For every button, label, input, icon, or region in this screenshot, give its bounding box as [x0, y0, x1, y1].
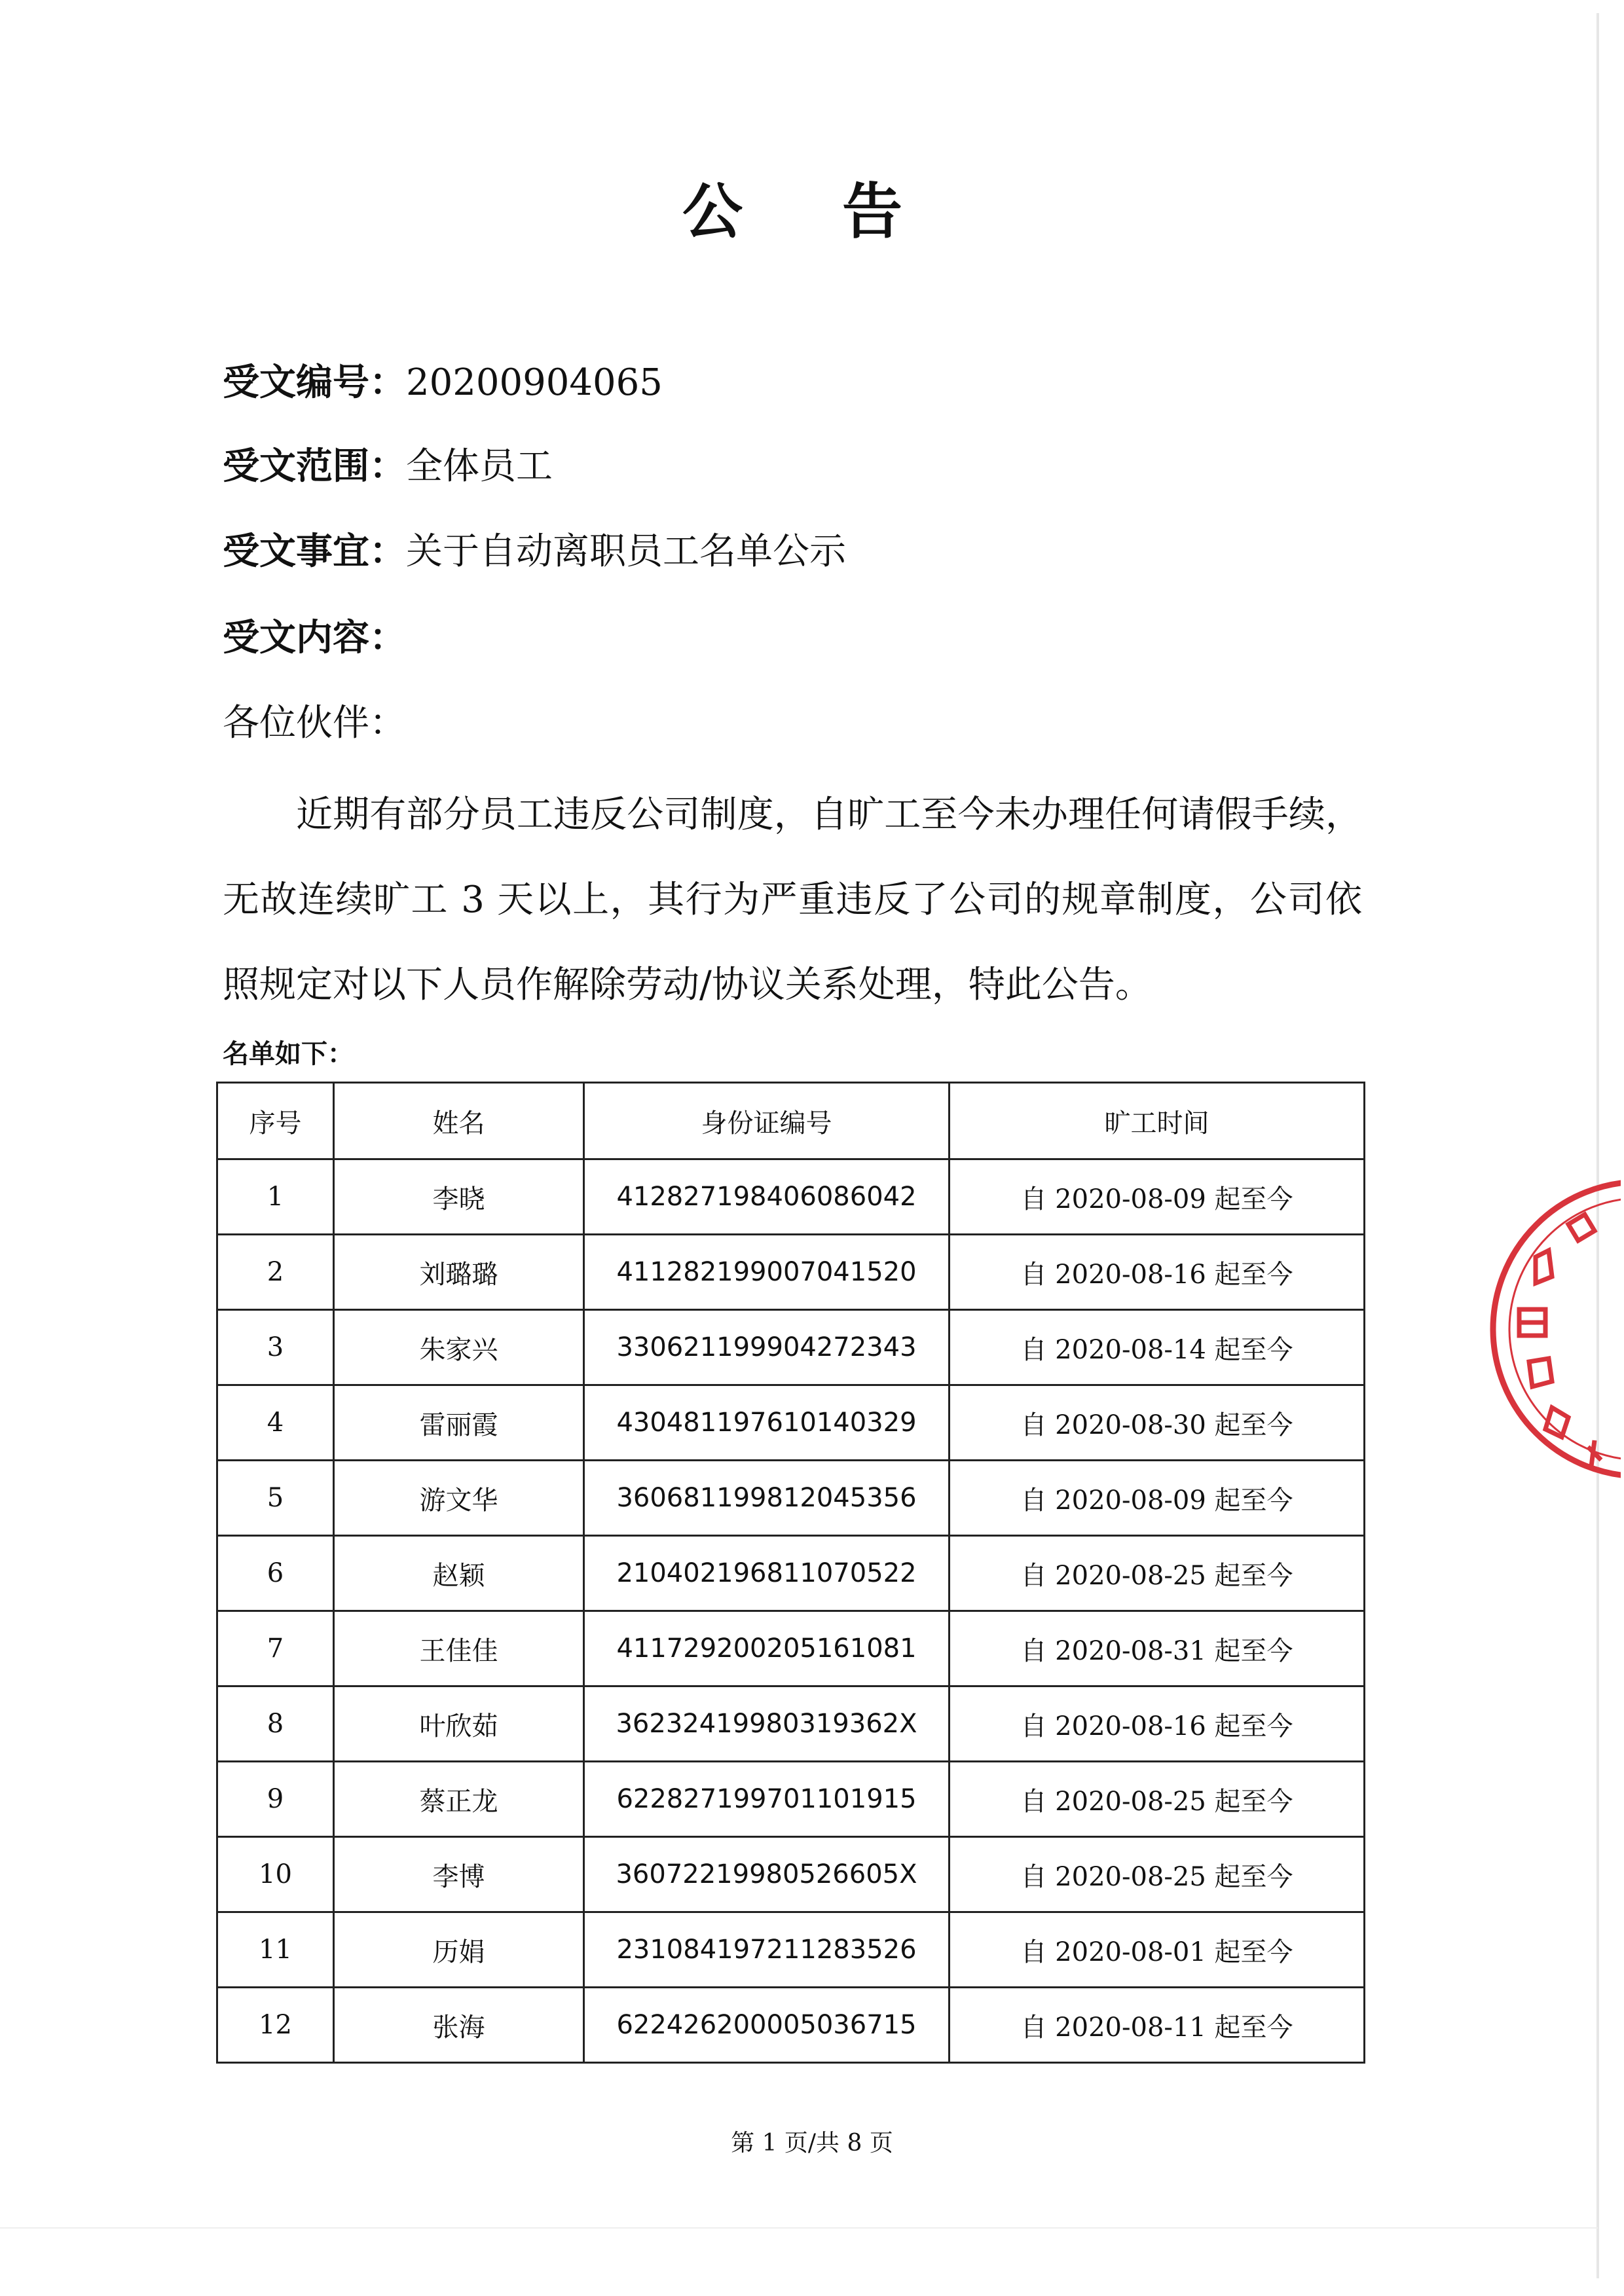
meta-matter-label: 受文事宜：	[223, 530, 406, 573]
cell-id: 36072219980526605X	[584, 1837, 950, 1912]
table-row	[217, 1837, 1365, 1912]
meta-content-label: 受文内容：	[223, 617, 406, 659]
cell-id: 622827199701101915	[584, 1762, 950, 1837]
header-no: 序号	[217, 1083, 334, 1159]
meta-matter-value: 关于自动离职员工名单公示	[406, 530, 846, 573]
cell-no: 1	[217, 1159, 334, 1235]
table-row	[217, 1159, 1365, 1235]
meta-number-value: 20200904065	[406, 361, 663, 404]
header-name: 姓名	[334, 1083, 584, 1159]
list-caption: 名单如下：	[223, 1039, 354, 1069]
cell-id: 622426200005036715	[584, 1988, 950, 2063]
meta-number	[223, 354, 663, 406]
table-row	[217, 1686, 1365, 1762]
cell-no: 5	[217, 1461, 334, 1536]
cell-no: 4	[217, 1385, 334, 1461]
body-paragraph: 近期有部分员工违反公司制度，自旷工至今未办理任何请假手续，无故连续旷工 3 天以上，其行为严重违反了公司的规章制度，公司依照规定对以下人员作解除劳动/协议关系处理，特此公告。	[223, 793, 1362, 1006]
cell-no: 2	[217, 1235, 334, 1310]
cell-name: 雷丽霞	[334, 1385, 584, 1461]
cell-time: 自 2020-08-30 起至今	[950, 1385, 1365, 1461]
cell-time: 自 2020-08-31 起至今	[950, 1611, 1365, 1686]
table-header-row	[217, 1083, 1365, 1159]
cell-id: 231084197211283526	[584, 1912, 950, 1988]
cell-time: 自 2020-08-09 起至今	[950, 1159, 1365, 1235]
table-row	[217, 1988, 1365, 2063]
header-time: 旷工时间	[950, 1083, 1365, 1159]
cell-time: 自 2020-08-25 起至今	[950, 1837, 1365, 1912]
meta-content	[223, 609, 406, 661]
cell-time: 自 2020-08-01 起至今	[950, 1912, 1365, 1988]
cell-time: 自 2020-08-14 起至今	[950, 1310, 1365, 1385]
table-row	[217, 1461, 1365, 1536]
cell-id: 430481197610140329	[584, 1385, 950, 1461]
cell-name: 历娟	[334, 1912, 584, 1988]
cell-id: 330621199904272343	[584, 1310, 950, 1385]
cell-name: 蔡正龙	[334, 1762, 584, 1837]
employee-table	[216, 1082, 1365, 2064]
cell-id: 36232419980319362X	[584, 1686, 950, 1762]
cell-name: 李博	[334, 1837, 584, 1912]
cell-name: 刘璐璐	[334, 1235, 584, 1310]
cell-time: 自 2020-08-11 起至今	[950, 1988, 1365, 2063]
cell-name: 张海	[334, 1988, 584, 2063]
cell-id: 411282199007041520	[584, 1235, 950, 1310]
cell-no: 6	[217, 1536, 334, 1611]
cell-no: 11	[217, 1912, 334, 1988]
meta-number-label: 受文编号：	[223, 361, 406, 404]
red-seal-icon	[1490, 1159, 1621, 1499]
cell-name: 李晓	[334, 1159, 584, 1235]
cell-name: 赵颖	[334, 1536, 584, 1611]
meta-scope-value: 全体员工	[406, 445, 553, 488]
meta-scope	[223, 437, 553, 490]
cell-time: 自 2020-08-16 起至今	[950, 1686, 1365, 1762]
cell-name: 王佳佳	[334, 1611, 584, 1686]
table-row	[217, 1611, 1365, 1686]
cell-name: 叶欣茹	[334, 1686, 584, 1762]
cell-no: 12	[217, 1988, 334, 2063]
cell-no: 7	[217, 1611, 334, 1686]
cell-name: 朱家兴	[334, 1310, 584, 1385]
cell-no: 8	[217, 1686, 334, 1762]
cell-no: 3	[217, 1310, 334, 1385]
cell-id: 360681199812045356	[584, 1461, 950, 1536]
document-title: 公 告	[682, 176, 942, 247]
table-row	[217, 1385, 1365, 1461]
cell-time: 自 2020-08-25 起至今	[950, 1536, 1365, 1611]
scan-bottom-line	[0, 2227, 1598, 2229]
cell-id: 412827198406086042	[584, 1159, 950, 1235]
cell-no: 9	[217, 1762, 334, 1837]
cell-time: 自 2020-08-16 起至今	[950, 1235, 1365, 1310]
cell-time: 自 2020-08-25 起至今	[950, 1762, 1365, 1837]
header-id: 身份证编号	[584, 1083, 950, 1159]
meta-scope-label: 受文范围：	[223, 445, 406, 488]
page-footer: 第 1 页/共 8 页	[731, 2130, 893, 2157]
meta-matter	[223, 522, 846, 575]
cell-no: 10	[217, 1837, 334, 1912]
table-row	[217, 1762, 1365, 1837]
scan-edge-line	[1596, 13, 1599, 2278]
table-row	[217, 1536, 1365, 1611]
table-row	[217, 1912, 1365, 1988]
table-row	[217, 1235, 1365, 1310]
table-row	[217, 1310, 1365, 1385]
cell-name: 游文华	[334, 1461, 584, 1536]
seal-graphic	[1490, 1159, 1621, 1499]
salutation: 各位伙伴：	[223, 702, 406, 744]
cell-id: 210402196811070522	[584, 1536, 950, 1611]
cell-time: 自 2020-08-09 起至今	[950, 1461, 1365, 1536]
cell-id: 411729200205161081	[584, 1611, 950, 1686]
